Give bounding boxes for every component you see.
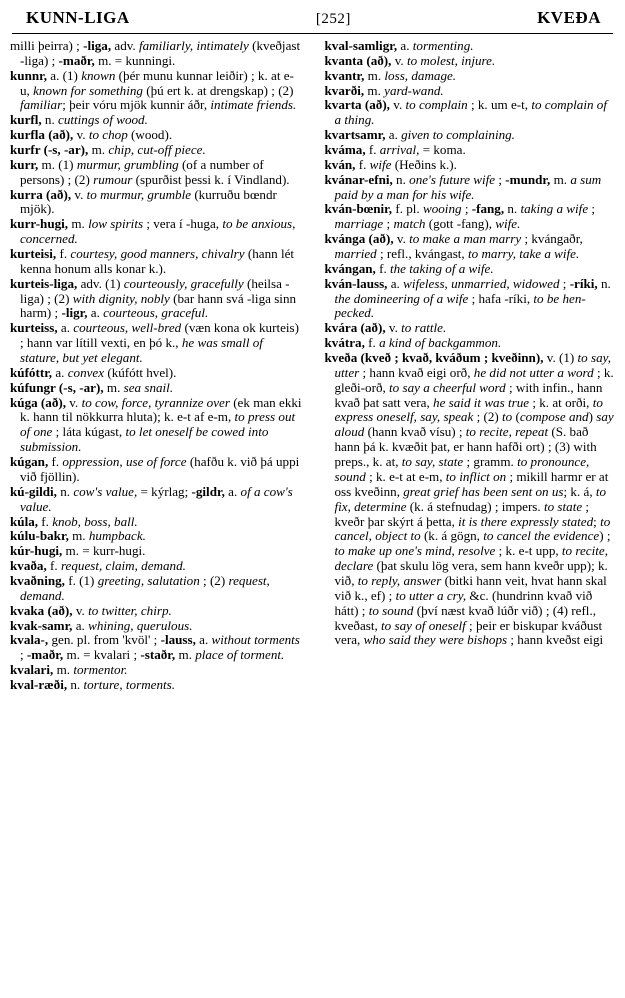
dictionary-entry: kván, f. wife (Heðins k.).	[324, 156, 457, 172]
dictionary-entry: kvánga (að), v. to make a man marry ; kvángaðr, married ; refl., kvángast, to marry, take a wife.	[324, 231, 583, 262]
dictionary-entry: kurteisi, f. courtesy, good manners, chivalry (hann lét kenna honum alls konar k.).	[10, 246, 295, 276]
dictionary-entry: kvára (að), v. to rattle.	[324, 320, 447, 336]
dictionary-entry: kván-lauss, a. wifeless, unmarried, widowed ; -ríki, n. the domineering of a wife ; hafa -ríki, to be hen-pecked.	[324, 275, 611, 321]
dictionary-entry: kurteis-liga, adv. (1) courteously, gracefully (heilsa -liga) ; (2) with dignity, nobly (bar hann svá -liga sinn harm) ; -ligr, a. courteous, graceful.	[10, 275, 297, 321]
dictionary-entry: kúlu-bakr, m. humpback.	[10, 528, 146, 544]
page-number: [252]	[315, 11, 351, 27]
dictionary-entry: kvanta (að), v. to molest, injure.	[324, 52, 496, 68]
page-columns	[10, 39, 615, 983]
header-left-guideword: KUNN-LIGA	[26, 8, 130, 27]
dictionary-entry: kván-bœnir, f. pl. wooing ; -fang, n. taking a wife ; marriage ; match (gott -fang), wife.	[324, 201, 596, 232]
header-rule	[12, 33, 613, 34]
dictionary-entry: kurteiss, a. courteous, well-bred (væn kona ok kurteis) ; hann var lítill vexti, en þó k., he was small of stature, but yet elegant.	[10, 320, 300, 366]
dictionary-entry: kvaða, f. request, claim, demand.	[10, 558, 186, 574]
dictionary-entry: kurfla (að), v. to chop (wood).	[10, 127, 173, 143]
dictionary-entry: kúgan, f. oppression, use of force (hafðu k. við þá uppi við fjöllin).	[10, 454, 300, 484]
dictionary-entry: kval-samligr, a. tormenting.	[324, 38, 474, 53]
dictionary-entry: kvalari, m. tormentor.	[10, 662, 128, 678]
dictionary-entry: kvantr, m. loss, damage.	[324, 67, 457, 83]
dictionary-entry: kvaka (að), v. to twitter, chirp.	[10, 602, 172, 618]
dictionary-entry: kúr-hugi, m. = kurr-hugi.	[10, 543, 146, 559]
dictionary-entry: kúga (að), v. to cow, force, tyrannize over (ek man ekki k. hann til nökkurra hluta); k. e-t af e-m, to press out of one ; láta kúgast, to let oneself be cowed into submission.	[10, 394, 302, 455]
dictionary-entry: kurra (að), v. to murmur, grumble (kurruðu bœndr mjök).	[10, 186, 277, 217]
dictionary-entry: milli þeirra) ; -liga, adv. familiarly, intimately (kveðjast -liga) ; -maðr, m. = kunningi.	[10, 38, 301, 68]
dictionary-entry: kvángan, f. the taking of a wife.	[324, 260, 494, 276]
dictionary-entry: kváma, f. arrival, = koma.	[324, 142, 466, 158]
dictionary-entry: kvánar-efni, n. one's future wife ; -mundr, m. a sum paid by a man for his wife.	[324, 171, 602, 202]
dictionary-entry: kvátra, f. a kind of backgammon.	[324, 335, 502, 351]
dictionary-entry: kvarta (að), v. to complain ; k. um e-t, to complain of a thing.	[324, 97, 607, 128]
dictionary-entry: kval-ræði, n. torture, torments.	[10, 676, 176, 692]
dictionary-entry: kvala-, gen. pl. from 'kvöl' ; -lauss, a. without torments ; -maðr, m. = kvalari ; -staðr, m. place of torment.	[10, 632, 300, 663]
dictionary-entry: kvartsamr, a. given to complaining.	[324, 127, 515, 143]
dictionary-entry: kurr-hugi, m. low spirits ; vera í -huga, to be anxious, concerned.	[10, 216, 296, 247]
dictionary-entry: kúfungr (-s, -ar), m. sea snail.	[10, 379, 174, 395]
dictionary-entry: kvarði, m. yard-wand.	[324, 82, 444, 98]
dictionary-entry: kvak-samr, a. whining, querulous.	[10, 617, 193, 633]
page-header	[10, 8, 615, 30]
dictionary-entry: kurfr (-s, -ar), m. chip, cut-off piece.	[10, 142, 206, 158]
header-right-guideword: KVEÐA	[537, 8, 601, 27]
dictionary-entry: kurfl, n. cuttings of wood.	[10, 112, 148, 128]
dictionary-entry: kunnr, a. (1) known (þér munu kunnar leiðir) ; k. at e-u, known for something (þú ert k. at drengskap) ; (2) familiar; þeir vóru mjök kunnir áðr, intimate friends.	[10, 67, 297, 113]
dictionary-entry: kúla, f. knob, boss, ball.	[10, 513, 138, 529]
dictionary-entry: kvaðning, f. (1) greeting, salutation ; (2) request, demand.	[10, 572, 270, 603]
dictionary-entry: kúfóttr, a. convex (kúfótt hvel).	[10, 364, 177, 380]
dictionary-entry: kveða (kveð ; kvað, kváðum ; kveðinn), v. (1) to say, utter ; hann kvað eigi orð, he did not utter a word ; k. gleði-orð, to say a cheerful word ; with infin., hann kvað þat satt vera, he said it was true ; k. at orði, to express oneself, say, speak ; (2) to (compose and) say aloud (hann kvað vísu) ; to recite, repeat (S. bað hann þá k. kvæðit þat, er hann hafði ort) ; (3) with preps., k. at, to say, state ; gramm. to pronounce, sound ; k. e-t at e-m, to inflict on ; mikill harmr er at oss kveðinn, great grief has been sent on us; k. á, to fix, determine (k. á stefnudag) ; impers. to state ; kveðr þar skýrt á þetta, it is there expressly stated; to cancel, object to (k. á gögn, to cancel the evidence) ; to make up one's mind, resolve ; k. e-t upp, to recite, declare (þat skulu lög vera, sem hann kveðr upp); k. við, to reply, answer (bitki hann veit, hvat hann skal við k., ef) ; to utter a cry, &c. (hundrinn kvað við hátt) ; to sound (því næst kvað lúðr við) ; (4) refl., kveðast, to say of oneself ; þeir er biskupar kváðust vera, who said they were bishops ; hann kveðst eigi	[324, 350, 614, 648]
dictionary-entry: kú-gildi, n. cow's value, = kýrlag; -gildr, a. of a cow's value.	[10, 483, 293, 514]
column-left	[10, 39, 313, 983]
column-right	[313, 39, 616, 983]
dictionary-entry: kurr, m. (1) murmur, grumbling (of a number of persons) ; (2) rumour (spurðist þessi k. í Vindland).	[10, 156, 290, 187]
